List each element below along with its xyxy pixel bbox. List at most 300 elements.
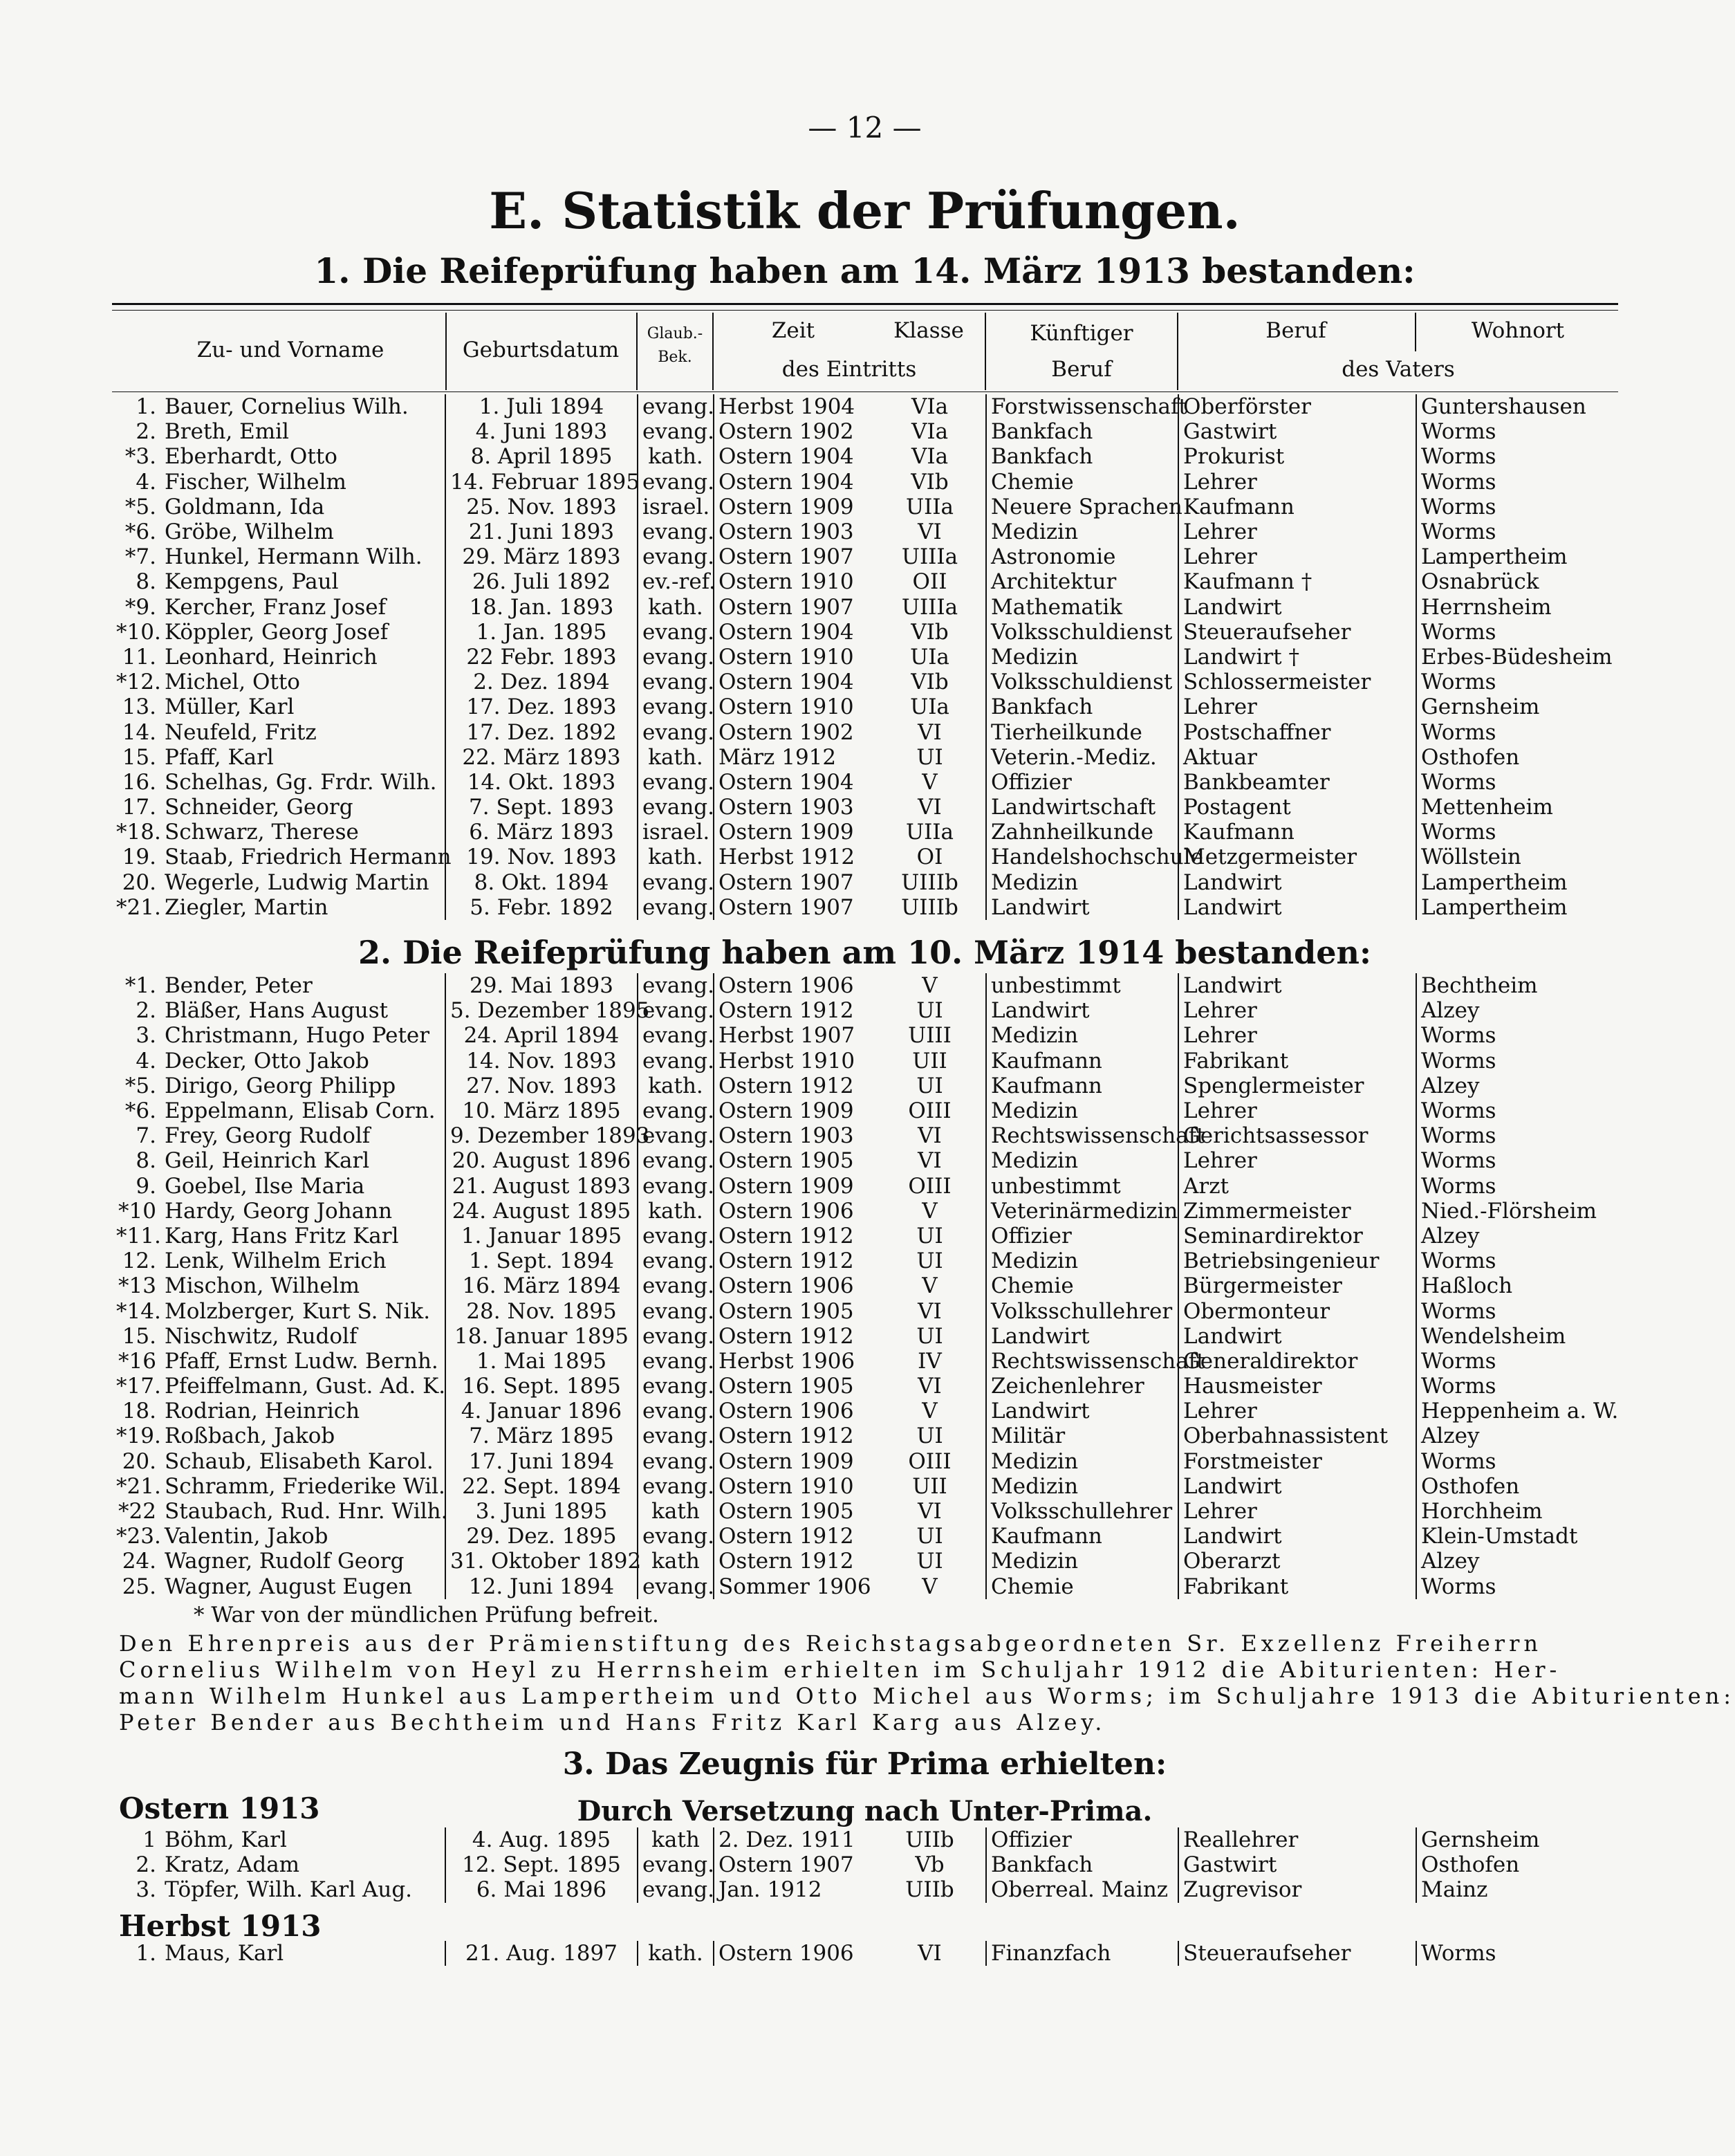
father-residence: Klein-Umstadt: [1416, 1524, 1625, 1549]
row-number: *10.: [116, 619, 161, 645]
confession: evang.: [638, 1474, 714, 1499]
entry-class: VIb: [911, 469, 949, 495]
row-number: 19.: [122, 845, 156, 870]
entry-time: Ostern 1906: [714, 1273, 874, 1298]
header-divider: [712, 313, 714, 390]
entry-time: Ostern 1909: [714, 820, 874, 845]
birth-date: 18. Januar 1895: [445, 1324, 638, 1349]
father-residence: Osthofen: [1416, 1852, 1625, 1877]
herbst-rows: [112, 1941, 1625, 1966]
father-profession: Oberbahnassistent: [1178, 1423, 1416, 1448]
father-residence: Wöllstein: [1416, 845, 1625, 869]
future-profession: Kaufmann: [986, 1524, 1178, 1549]
table-row: [112, 1349, 1625, 1374]
entry-class: V: [922, 1399, 938, 1424]
entry-time: Ostern 1912: [714, 1324, 874, 1349]
entry-time: Ostern 1904: [714, 470, 874, 495]
future-profession: Mathematik: [986, 595, 1178, 620]
entry-class: UII: [912, 1048, 947, 1074]
student-name: Wagner, Rudolf Georg: [165, 1549, 405, 1574]
row-number: 2.: [136, 998, 156, 1024]
birth-date: 22 Febr. 1893: [445, 645, 638, 670]
future-profession: Architektur: [986, 569, 1178, 594]
entry-time: Ostern 1907: [714, 1852, 874, 1877]
father-profession: Lehrer: [1178, 998, 1416, 1023]
birth-date: 29. Mai 1893: [445, 973, 638, 998]
table-row: [112, 1399, 1625, 1423]
entry-time: Herbst 1904: [714, 394, 874, 419]
future-profession: Medizin: [986, 1549, 1178, 1574]
entry-time: Herbst 1910: [714, 1049, 874, 1074]
birth-date: 14. Okt. 1893: [445, 770, 638, 795]
future-profession: Forstwissenschaft: [986, 394, 1178, 419]
student-name: Schaub, Elisabeth Karol.: [165, 1448, 434, 1474]
student-name: Lenk, Wilhelm Erich: [165, 1249, 387, 1274]
header-zeit: Zeit: [771, 318, 815, 343]
top-rule: [112, 303, 1618, 305]
future-profession: Bankfach: [986, 444, 1178, 469]
birth-date: 21. Juni 1893: [445, 519, 638, 544]
entry-time: Ostern 1910: [714, 569, 874, 594]
confession: evang.: [638, 1049, 714, 1074]
father-residence: Alzey: [1416, 1074, 1625, 1098]
father-residence: Alzey: [1416, 1423, 1625, 1448]
entry-class: UI: [916, 1423, 943, 1449]
entry-class: UI: [916, 1323, 943, 1349]
table-row: [112, 820, 1625, 845]
birth-date: 9. Dezember 1893: [445, 1123, 638, 1148]
student-name: Christmann, Hugo Peter: [165, 1023, 430, 1049]
row-number: *10: [118, 1198, 156, 1224]
confession: kath.: [638, 1199, 714, 1224]
future-profession: Volksschullehrer: [986, 1499, 1178, 1524]
entry-time: Ostern 1904: [714, 770, 874, 795]
confession: evang.: [638, 1574, 714, 1599]
student-name: Töpfer, Wilh. Karl Aug.: [165, 1877, 413, 1903]
father-profession: Kaufmann: [1178, 820, 1416, 845]
father-profession: Lehrer: [1178, 470, 1416, 495]
father-residence: Lampertheim: [1416, 544, 1625, 569]
entry-class: VIa: [911, 419, 949, 445]
header-name: Zu- und Vorname: [196, 338, 384, 362]
father-profession: Generaldirektor: [1178, 1349, 1416, 1374]
row-number: *21.: [116, 1473, 161, 1499]
student-name: Decker, Otto Jakob: [165, 1048, 369, 1074]
father-residence: Worms: [1416, 1249, 1625, 1273]
student-name: Bläßer, Hans August: [165, 998, 389, 1024]
student-name: Goebel, Ilse Maria: [165, 1173, 365, 1199]
father-residence: Worms: [1416, 1174, 1625, 1199]
future-profession: Oberreal. Mainz: [986, 1877, 1178, 1902]
entry-time: Ostern 1912: [714, 1423, 874, 1448]
student-name: Roßbach, Jakob: [165, 1423, 335, 1449]
father-profession: Kaufmann: [1178, 495, 1416, 519]
table-row: [112, 1524, 1625, 1549]
entry-class: VI: [918, 1374, 942, 1399]
student-name: Leonhard, Heinrich: [165, 644, 378, 670]
student-name: Schneider, Georg: [165, 795, 353, 820]
entry-class: UIIa: [905, 820, 954, 845]
father-profession: Prokurist: [1178, 444, 1416, 469]
father-profession: Obermonteur: [1178, 1298, 1416, 1323]
father-profession: Landwirt: [1178, 1474, 1416, 1499]
father-profession: Landwirt: [1178, 973, 1416, 998]
herbst-table: [112, 1941, 1625, 1966]
father-residence: Lampertheim: [1416, 870, 1625, 895]
birth-date: 14. Februar 1895: [445, 470, 638, 495]
entry-class: IV: [918, 1348, 942, 1374]
table-row: [112, 1549, 1625, 1574]
confession: evang.: [638, 1148, 714, 1173]
part3-title: 3. Das Zeugnis für Prima erhielten:: [562, 1747, 1167, 1782]
birth-date: 19. Nov. 1893: [445, 845, 638, 869]
confession: kath.: [638, 1074, 714, 1098]
future-profession: Bankfach: [986, 1852, 1178, 1877]
entry-class: UII: [912, 1473, 947, 1499]
table-row: [112, 973, 1625, 998]
father-profession: Landwirt: [1178, 895, 1416, 920]
row-number: 3.: [136, 1877, 156, 1903]
student-name: Wegerle, Ludwig Martin: [165, 869, 429, 895]
prize-line: Peter Bender aus Bechtheim und Hans Fritz Karl Karg aus Alzey.: [119, 1709, 1106, 1735]
entry-class: VI: [918, 1499, 942, 1524]
birth-date: 1. Jan. 1895: [445, 620, 638, 645]
future-profession: Landwirt: [986, 895, 1178, 920]
student-name: Nischwitz, Rudolf: [165, 1323, 358, 1349]
row-number: 17.: [122, 795, 156, 820]
student-name: Michel, Otto: [165, 670, 300, 695]
father-residence: Worms: [1416, 519, 1625, 544]
part2-title: 2. Die Reifeprüfung haben am 10. März 1914 bestanden:: [358, 934, 1371, 971]
father-profession: Zimmermeister: [1178, 1199, 1416, 1224]
student-name: Staubach, Rud. Hnr. Wilh.: [165, 1499, 448, 1524]
student-name: Breth, Emil: [165, 419, 289, 445]
student-name: Hardy, Georg Johann: [165, 1198, 393, 1224]
student-name: Wagner, August Eugen: [165, 1574, 413, 1599]
father-profession: Steueraufseher: [1178, 620, 1416, 645]
row-number: 14.: [122, 719, 156, 745]
confession: evang.: [638, 670, 714, 694]
versetzung-label: Durch Versetzung nach Unter-Prima.: [577, 1795, 1153, 1827]
future-profession: Zahnheilkunde: [986, 820, 1178, 845]
table-row: [112, 1148, 1625, 1173]
future-profession: unbestimmt: [986, 1174, 1178, 1199]
entry-class: VIa: [911, 444, 949, 470]
confession: evang.: [638, 1399, 714, 1423]
entry-class: Vb: [915, 1852, 945, 1878]
father-profession: Bürgermeister: [1178, 1273, 1416, 1298]
entry-class: UIIIa: [901, 594, 958, 620]
birth-date: 8. April 1895: [445, 444, 638, 469]
father-profession: Steueraufseher: [1178, 1941, 1416, 1966]
father-profession: Zugrevisor: [1178, 1877, 1416, 1902]
entry-time: Ostern 1904: [714, 620, 874, 645]
table-row: [112, 519, 1625, 544]
row-number: *22: [118, 1499, 156, 1524]
father-residence: Worms: [1416, 1349, 1625, 1374]
student-name: Böhm, Karl: [165, 1827, 287, 1853]
confession: evang.: [638, 1349, 714, 1374]
entry-class: V: [922, 1198, 938, 1224]
future-profession: Volksschuldienst: [986, 670, 1178, 694]
father-residence: Worms: [1416, 1148, 1625, 1173]
future-profession: Kaufmann: [986, 1049, 1178, 1074]
header-klasse: Klasse: [893, 318, 964, 343]
prize-line: Cornelius Wilhelm von Heyl zu Herrnsheim erhielten im Schuljahr 1912 die Abiturienten: Her-: [119, 1657, 1561, 1683]
birth-date: 4. Januar 1896: [445, 1399, 638, 1423]
row-number: 11.: [122, 644, 156, 670]
row-number: 1: [142, 1827, 156, 1853]
entry-time: Ostern 1902: [714, 719, 874, 744]
entry-time: Ostern 1912: [714, 1549, 874, 1574]
future-profession: Veterin.-Mediz.: [986, 745, 1178, 770]
birth-date: 5. Dezember 1895: [445, 998, 638, 1023]
table-row: [112, 1224, 1625, 1249]
student-name: Eberhardt, Otto: [165, 444, 337, 470]
table-row: [112, 1199, 1625, 1224]
entry-class: VI: [918, 519, 942, 545]
entry-time: Ostern 1912: [714, 1249, 874, 1273]
father-residence: Gernsheim: [1416, 1827, 1625, 1852]
entry-time: Ostern 1905: [714, 1499, 874, 1524]
confession: evang.: [638, 973, 714, 998]
row-number: 16.: [122, 769, 156, 795]
future-profession: Medizin: [986, 645, 1178, 670]
entry-time: Ostern 1905: [714, 1298, 874, 1323]
father-profession: Postagent: [1178, 795, 1416, 820]
student-name: Hunkel, Hermann Wilh.: [165, 544, 423, 570]
header-divider: [985, 313, 986, 390]
father-profession: Landwirt †: [1178, 645, 1416, 670]
table-row: [112, 544, 1625, 569]
ostern-table: [112, 1827, 1625, 1903]
father-profession: Metzgermeister: [1178, 845, 1416, 869]
entry-time: Ostern 1907: [714, 595, 874, 620]
table-row: [112, 645, 1625, 670]
birth-date: 10. März 1895: [445, 1098, 638, 1123]
father-profession: Schlossermeister: [1178, 670, 1416, 694]
entry-time: Sommer 1906: [714, 1574, 874, 1599]
confession: israel.: [638, 495, 714, 519]
section-title: E. Statistik der Prüfungen.: [489, 181, 1241, 240]
entry-class: VI: [918, 1148, 942, 1174]
father-residence: Osthofen: [1416, 1474, 1625, 1499]
entry-time: Ostern 1910: [714, 694, 874, 719]
row-number: *14.: [116, 1298, 161, 1324]
father-residence: Alzey: [1416, 1549, 1625, 1574]
confession: kath.: [638, 745, 714, 770]
birth-date: 25. Nov. 1893: [445, 495, 638, 519]
birth-date: 29. Dez. 1895: [445, 1524, 638, 1549]
entry-time: Ostern 1904: [714, 670, 874, 694]
entry-class: UIIb: [905, 1827, 954, 1853]
table-row: [112, 1049, 1625, 1074]
entry-time: Ostern 1903: [714, 519, 874, 544]
student-name: Kercher, Franz Josef: [165, 594, 387, 620]
student-name: Molzberger, Kurt S. Nik.: [165, 1298, 431, 1324]
student-name: Pfaff, Karl: [165, 744, 274, 770]
prize-line: mann Wilhelm Hunkel aus Lampertheim und Otto Michel aus Worms; im Schuljahre 1913 die Abiturienten:: [119, 1683, 1735, 1709]
father-residence: Haßloch: [1416, 1273, 1625, 1298]
future-profession: Militär: [986, 1423, 1178, 1448]
top-rule-thin: [112, 310, 1618, 311]
future-profession: Veterinärmedizin: [986, 1199, 1178, 1224]
ostern-label: Ostern 1913: [119, 1791, 320, 1825]
confession: evang.: [638, 1224, 714, 1249]
table-row: [112, 394, 1625, 419]
father-profession: Arzt: [1178, 1174, 1416, 1199]
father-residence: Worms: [1416, 719, 1625, 744]
father-profession: Bankbeamter: [1178, 770, 1416, 795]
father-profession: Spenglermeister: [1178, 1074, 1416, 1098]
entry-class: UI: [916, 1249, 943, 1274]
row-number: *7.: [124, 544, 156, 570]
header-divider: [1415, 313, 1416, 351]
row-number: 8.: [136, 1148, 156, 1174]
father-residence: Worms: [1416, 1374, 1625, 1399]
part2-rows: [112, 973, 1625, 1599]
entry-class: UIIa: [905, 494, 954, 519]
entry-class: UIIIa: [901, 544, 958, 570]
table-row: [112, 1827, 1625, 1852]
table-row: [112, 1074, 1625, 1098]
father-residence: Mainz: [1416, 1877, 1625, 1902]
header-divider: [636, 313, 638, 390]
row-number: *12.: [116, 670, 161, 695]
table-row: [112, 795, 1625, 820]
entry-time: Ostern 1906: [714, 1941, 874, 1966]
father-profession: Gastwirt: [1178, 419, 1416, 444]
table-row: [112, 1324, 1625, 1349]
entry-class: OIII: [908, 1448, 952, 1474]
student-name: Pfaff, Ernst Ludw. Bernh.: [165, 1348, 438, 1374]
entry-class: OII: [912, 569, 947, 595]
confession: evang.: [638, 870, 714, 895]
student-name: Bender, Peter: [165, 973, 313, 999]
father-profession: Fabrikant: [1178, 1049, 1416, 1074]
row-number: 24.: [122, 1549, 156, 1574]
row-number: 13.: [122, 694, 156, 720]
part1-title: 1. Die Reifeprüfung haben am 14. März 1913 bestanden:: [314, 250, 1416, 291]
table-row: [112, 770, 1625, 795]
birth-date: 1. Januar 1895: [445, 1224, 638, 1249]
confession: ev.-ref.: [638, 569, 714, 594]
entry-time: Ostern 1903: [714, 795, 874, 820]
row-number: 2.: [136, 1852, 156, 1878]
father-residence: Alzey: [1416, 1224, 1625, 1249]
future-profession: Medizin: [986, 1449, 1178, 1474]
entry-class: OIII: [908, 1173, 952, 1199]
student-name: Kempgens, Paul: [165, 569, 339, 595]
entry-time: Ostern 1909: [714, 495, 874, 519]
row-number: 3.: [136, 1023, 156, 1049]
header-des-eintritts: des Eintritts: [781, 357, 917, 382]
entry-time: Ostern 1905: [714, 1374, 874, 1399]
header-kuenftiger: Künftiger: [1030, 321, 1133, 346]
confession: evang.: [638, 519, 714, 544]
header-bottom-rule: [112, 391, 1618, 392]
row-number: *5.: [124, 1073, 156, 1098]
confession: evang.: [638, 645, 714, 670]
confession: kath: [638, 1827, 714, 1852]
entry-class: VI: [918, 1941, 942, 1966]
student-name: Ziegler, Martin: [165, 894, 328, 920]
father-residence: Wendelsheim: [1416, 1324, 1625, 1349]
birth-date: 14. Nov. 1893: [445, 1049, 638, 1074]
father-profession: Lehrer: [1178, 694, 1416, 719]
future-profession: Chemie: [986, 1273, 1178, 1298]
father-profession: Landwirt: [1178, 1524, 1416, 1549]
table-row: [112, 1574, 1625, 1599]
student-name: Maus, Karl: [165, 1941, 284, 1966]
header-beruf-right: Beruf: [1265, 318, 1326, 343]
future-profession: Bankfach: [986, 419, 1178, 444]
table-row: [112, 1023, 1625, 1048]
confession: evang.: [638, 795, 714, 820]
confession: evang.: [638, 394, 714, 419]
student-name: Eppelmann, Elisab Corn.: [165, 1098, 436, 1124]
table-row: [112, 569, 1625, 594]
row-number: *5.: [124, 494, 156, 519]
row-number: 1.: [136, 394, 156, 420]
confession: evang.: [638, 895, 714, 920]
father-profession: Betriebsingenieur: [1178, 1249, 1416, 1273]
future-profession: Medizin: [986, 1148, 1178, 1173]
part1-rows: [112, 394, 1625, 920]
confession: evang.: [638, 544, 714, 569]
future-profession: Bankfach: [986, 694, 1178, 719]
header-des-vaters: des Vaters: [1342, 357, 1455, 382]
table-row: [112, 998, 1625, 1023]
entry-class: UI: [916, 1549, 943, 1574]
father-profession: Reallehrer: [1178, 1827, 1416, 1852]
student-name: Staab, Friedrich Hermann: [165, 845, 452, 870]
entry-time: Herbst 1912: [714, 845, 874, 869]
entry-time: März 1912: [714, 745, 874, 770]
student-name: Pfeiffelmann, Gust. Ad. K.: [165, 1374, 446, 1399]
future-profession: Neuere Sprachen: [986, 495, 1178, 519]
father-residence: Worms: [1416, 1049, 1625, 1074]
future-profession: Finanzfach: [986, 1941, 1178, 1966]
table-row: [112, 1098, 1625, 1123]
future-profession: Landwirt: [986, 1324, 1178, 1349]
father-profession: Aktuar: [1178, 745, 1416, 770]
row-number: 20.: [122, 1448, 156, 1474]
father-residence: Lampertheim: [1416, 895, 1625, 920]
entry-time: Ostern 1906: [714, 1399, 874, 1423]
entry-class: UI: [916, 1073, 943, 1098]
confession: evang.: [638, 719, 714, 744]
entry-time: Herbst 1906: [714, 1349, 874, 1374]
entry-class: V: [922, 1574, 938, 1599]
father-residence: Worms: [1416, 1023, 1625, 1048]
row-number: *17.: [116, 1374, 161, 1399]
entry-class: UI: [916, 1524, 943, 1549]
father-residence: Worms: [1416, 1941, 1625, 1966]
student-name: Schwarz, Therese: [165, 820, 359, 845]
father-residence: Worms: [1416, 470, 1625, 495]
future-profession: Offizier: [986, 770, 1178, 795]
row-number: *9.: [124, 594, 156, 620]
row-number: *1.: [124, 973, 156, 999]
ostern-rows: [112, 1827, 1625, 1903]
entry-class: VIb: [911, 670, 949, 695]
prize-line: Den Ehrenpreis aus der Prämienstiftung des Reichstagsabgeordneten Sr. Exzellenz Freiherrn: [119, 1630, 1542, 1657]
table-row: [112, 419, 1625, 444]
entry-class: V: [922, 973, 938, 999]
student-name: Rodrian, Heinrich: [165, 1399, 360, 1424]
confession: kath.: [638, 444, 714, 469]
